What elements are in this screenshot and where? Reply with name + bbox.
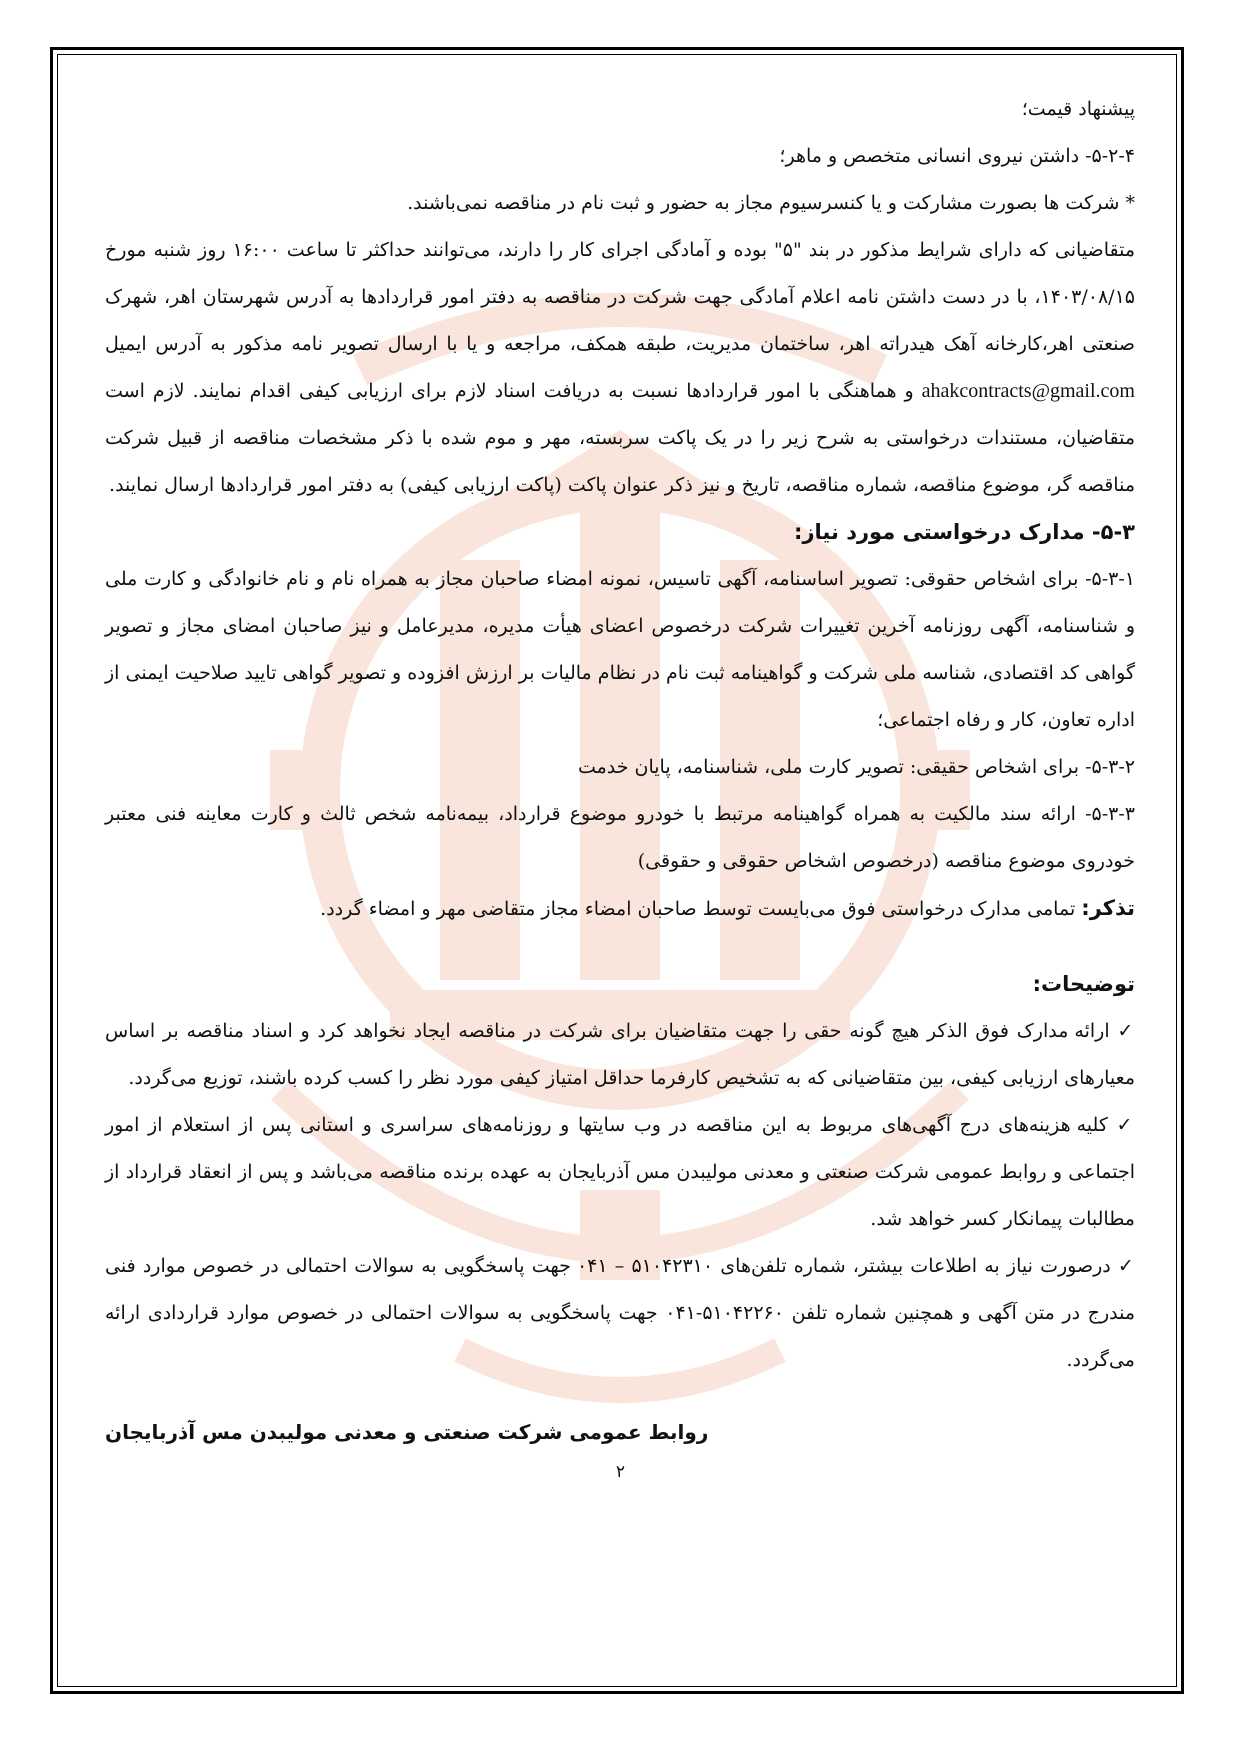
checkmark-icon: ✓ bbox=[1117, 1020, 1136, 1042]
explanations-heading: توضیحات: bbox=[1032, 972, 1135, 996]
note-label: تذکر: bbox=[1081, 896, 1135, 920]
paragraph-consortium-note: * شرکت ها بصورت مشارکت و یا کنسرسیوم مجاز به حضور و ثبت نام در مناقصه نمی‌باشند. bbox=[407, 192, 1135, 214]
explanation-item-1: ✓ ارائه مدارک فوق الذکر هیچ گونه حقی را جهت متقاضیان برای شرکت در مناقصه ایجاد نخواهد کرد و اسناد مناقصه بر اساس معیارهای ارزیابی کیفی، بین متقاضیانی که به تشخیص کارفرما حداقل امتیاز کیفی مورد نظر را کسب کرده باشند، توزیع می‌گردد. bbox=[105, 1020, 1136, 1089]
paragraph-skilled-workforce: ۵-۲-۴- داشتن نیروی انسانی متخصص و ماهر؛ bbox=[779, 145, 1135, 167]
item-vehicle-ownership: ۵-۳-۳- ارائه سند مالکیت به همراه گواهینامه مرتبط با خودرو موضوع قرارداد، بیمه‌نامه شخص ثالث و کارت معاینه فنی معتبر خودروی موضوع مناقصه (درخصوص اشخاص حقوقی و حقوقی) bbox=[105, 803, 1135, 872]
applicants-text-part2: و هماهنگی با امور قراردادها نسبت به دریافت اسناد لازم برای ارزیابی کیفی اقدام نمایند. لازم است متقاضیان، مستندات درخواستی به شرح زیر را در یک پاکت سربسته، مهر و موم شده با ذکر مشخصات مناقصه از قبیل شرکت مناقصه گر، موضوع مناقصه، شماره مناقصه، تاریخ و نیز ذکر عنوان پاکت (پاکت ارزیابی کیفی) به دفتر امور قراردادها ارسال نمایند. bbox=[105, 380, 1135, 496]
page-number: ۲ bbox=[615, 1462, 626, 1482]
contact-email: ahakcontracts@gmail.com bbox=[921, 380, 1135, 402]
paragraph-price-offer: پیشنهاد قیمت؛ bbox=[1021, 98, 1135, 120]
checkmark-icon: ✓ bbox=[1117, 1255, 1135, 1277]
document-body bbox=[105, 86, 1135, 1384]
note-paragraph bbox=[105, 885, 1135, 933]
section-heading-required-documents: ۵-۳- مدارک درخواستی مورد نیاز: bbox=[794, 520, 1135, 544]
item-legal-entities: ۵-۳-۱- برای اشخاص حقوقی: تصویر اساسنامه، آگهی تاسیس، نمونه امضاء صاحبان مجاز به همراه نام و نام خانوادگی و کارت ملی و شناسنامه، آگهی روزنامه آخرین تغییرات شرکت درخصوص اعضای هیأت مدیره، مدیرعامل و نیز صاحبان امضای مجاز و تصویر گواهی کد اقتصادی، شناسه ملی شرکت و گواهینامه ثبت نام در نظام مالیات بر ارزش افزوده و تصویر گواهی تایید صلاحیت ایمنی از اداره تعاون، کار و رفاه اجتماعی؛ bbox=[105, 568, 1135, 731]
item-natural-persons: ۵-۳-۲- برای اشخاص حقیقی: تصویر کارت ملی، شناسنامه، پایان خدمت bbox=[577, 756, 1135, 778]
explanation-item-3: ✓ درصورت نیاز به اطلاعات بیشتر، شماره تلفن‌های ۵۱۰۴۲۳۱۰ – ۰۴۱ جهت پاسخگویی به سوالات احتمالی در خصوص موارد فنی مندرج در متن آگهی و همچنین شماره تلفن ۵۱۰۴۲۲۶۰-۰۴۱ جهت پاسخگویی به سوالات احتمالی در خصوص موارد قراردادی ارائه می‌گردد. bbox=[105, 1255, 1136, 1371]
footer-organization: روابط عمومی شرکت صنعتی و معدنی مولیبدن مس آذربایجان bbox=[105, 1420, 709, 1444]
explanation-item-2: ✓ کلیه هزینه‌های درج آگهی‌های مربوط به این مناقصه در وب سایتها و روزنامه‌های سراسری و استانی پس از استعلام از امور اجتماعی و روابط عمومی شرکت صنعتی و معدنی مولیبدن مس آذربایجان به عهده برنده مناقصه می‌باشد و پس از انعقاد قرارداد از مطالبات پیمانکار کسر خواهد شد. bbox=[105, 1114, 1135, 1230]
checkmark-icon: ✓ bbox=[1116, 1114, 1135, 1136]
note-text: تمامی مدارک درخواستی فوق می‌بایست توسط صاحبان امضاء مجاز متقاضی مهر و امضاء گردد. bbox=[320, 898, 1076, 920]
applicants-text-part1: متقاضیانی که دارای شرایط مذکور در بند "۵" بوده و آمادگی اجرای کار را دارند، می‌توانند حداکثر تا ساعت ۱۶:۰۰ روز شنبه مورخ ۱۴۰۳/۰۸/۱۵، با در دست داشتن نامه اعلام آمادگی جهت شرکت در مناقصه به دفتر امور قراردادها به آدرس شهرستان اهر، شهرک صنعتی اهر،کارخانه آهک هیدراته اهر، ساختمان مدیریت، طبقه همکف، مراجعه و یا با ارسال تصویر نامه مذکور به آدرس ایمیل bbox=[105, 239, 1136, 355]
paragraph-applicants-instructions bbox=[105, 227, 1135, 509]
